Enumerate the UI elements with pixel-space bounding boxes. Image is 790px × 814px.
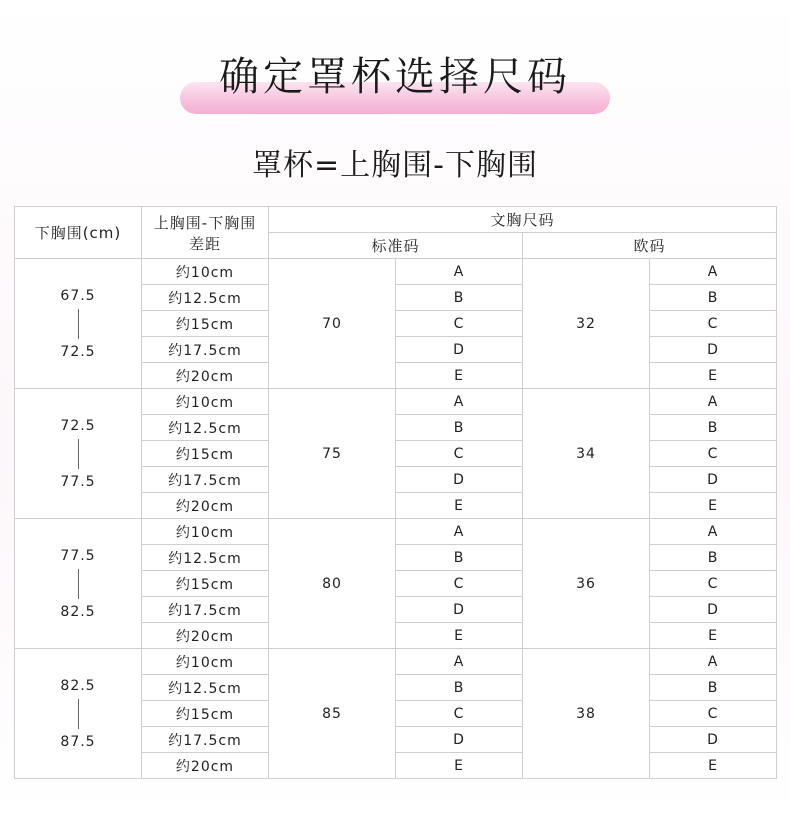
header-bra-size: 文胸尺码 [269,207,777,233]
bust-difference-cell: 约10cm [142,519,269,545]
page-title: 确定罩杯选择尺码 [219,54,571,100]
bust-difference-cell: 约10cm [142,649,269,675]
cup-formula: 罩杯=上胸围-下胸围 [252,148,538,183]
euro-cup-cell: E [650,623,777,649]
under-bust-to: 87.5 [60,733,96,750]
bust-difference-cell: 约12.5cm [142,415,269,441]
standard-cup-cell: D [396,597,523,623]
bust-difference-cell: 约15cm [142,571,269,597]
bust-difference-cell: 约17.5cm [142,467,269,493]
euro-cup-cell: D [650,597,777,623]
table-row [15,519,777,545]
header-under-bust: 下胸围(cm) [15,207,142,259]
standard-cup-cell: D [396,727,523,753]
header-diff-line2: 差距 [188,234,221,253]
range-divider-line [78,309,79,339]
under-bust-range [15,649,142,779]
euro-cup-cell: B [650,545,777,571]
bust-difference-cell: 约12.5cm [142,545,269,571]
euro-cup-cell: D [650,727,777,753]
under-bust-to: 72.5 [60,343,96,360]
euro-band-size: 36 [523,519,650,649]
euro-band-size: 32 [523,259,650,389]
bust-difference-cell: 约20cm [142,623,269,649]
standard-cup-cell: E [396,493,523,519]
standard-cup-cell: B [396,675,523,701]
bust-difference-cell: 约15cm [142,311,269,337]
standard-cup-cell: E [396,363,523,389]
table-row [15,649,777,675]
bust-difference-cell: 约17.5cm [142,597,269,623]
standard-cup-cell: D [396,337,523,363]
size-chart-table [14,206,777,779]
table-row [15,259,777,285]
euro-cup-cell: C [650,701,777,727]
bust-difference-cell: 约20cm [142,753,269,779]
under-bust-to: 82.5 [60,603,96,620]
euro-cup-cell: D [650,337,777,363]
euro-cup-cell: A [650,259,777,285]
table-row [15,389,777,415]
standard-band-size: 75 [269,389,396,519]
under-bust-from: 72.5 [60,417,96,434]
euro-cup-cell: B [650,415,777,441]
standard-band-size: 70 [269,259,396,389]
standard-band-size: 80 [269,519,396,649]
standard-cup-cell: E [396,753,523,779]
bust-difference-cell: 约15cm [142,701,269,727]
bust-difference-cell: 约17.5cm [142,727,269,753]
euro-cup-cell: D [650,467,777,493]
bust-difference-cell: 约20cm [142,493,269,519]
bust-difference-cell: 约20cm [142,363,269,389]
euro-cup-cell: E [650,363,777,389]
standard-cup-cell: C [396,571,523,597]
header-standard-size: 标准码 [269,233,523,259]
under-bust-from: 82.5 [60,677,96,694]
under-bust-range [15,519,142,649]
euro-cup-cell: E [650,753,777,779]
standard-cup-cell: D [396,467,523,493]
euro-cup-cell: C [650,441,777,467]
range-divider-line [78,439,79,469]
bust-difference-cell: 约10cm [142,389,269,415]
euro-cup-cell: A [650,519,777,545]
under-bust-from: 77.5 [60,547,96,564]
under-bust-from: 67.5 [60,287,96,304]
range-divider-line [78,699,79,729]
standard-cup-cell: A [396,389,523,415]
standard-cup-cell: A [396,519,523,545]
standard-cup-cell: C [396,701,523,727]
standard-cup-cell: B [396,285,523,311]
standard-cup-cell: A [396,259,523,285]
euro-band-size: 34 [523,389,650,519]
title-banner [180,40,610,114]
bust-difference-cell: 约12.5cm [142,675,269,701]
standard-cup-cell: C [396,441,523,467]
range-divider-line [78,569,79,599]
under-bust-range [15,389,142,519]
euro-cup-cell: A [650,649,777,675]
bust-difference-cell: 约12.5cm [142,285,269,311]
bust-difference-cell: 约10cm [142,259,269,285]
standard-cup-cell: A [396,649,523,675]
standard-cup-cell: B [396,415,523,441]
euro-band-size: 38 [523,649,650,779]
bust-difference-cell: 约15cm [142,441,269,467]
standard-cup-cell: B [396,545,523,571]
euro-cup-cell: C [650,311,777,337]
euro-cup-cell: B [650,285,777,311]
euro-cup-cell: E [650,493,777,519]
euro-cup-cell: C [650,571,777,597]
header-diff-line1: 上胸围-下胸围 [153,213,257,232]
standard-band-size: 85 [269,649,396,779]
standard-cup-cell: E [396,623,523,649]
euro-cup-cell: B [650,675,777,701]
under-bust-range [15,259,142,389]
under-bust-to: 77.5 [60,473,96,490]
standard-cup-cell: C [396,311,523,337]
bust-difference-cell: 约17.5cm [142,337,269,363]
euro-cup-cell: A [650,389,777,415]
header-euro-size: 欧码 [523,233,777,259]
header-bust-difference [142,207,269,259]
